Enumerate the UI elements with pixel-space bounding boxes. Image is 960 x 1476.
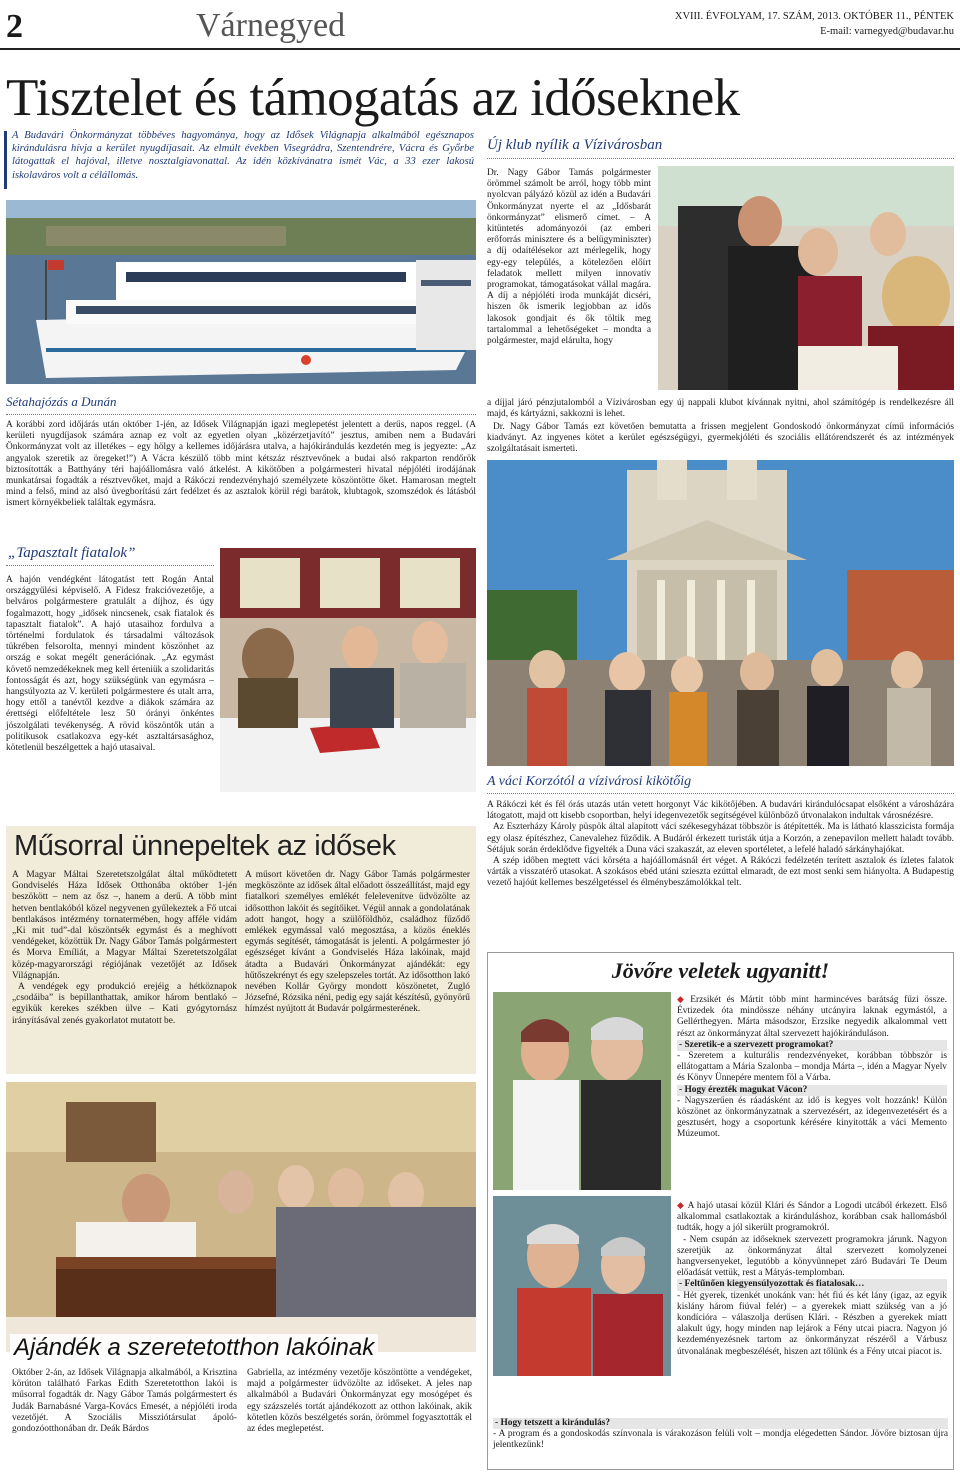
next-year-title: Jövőre veletek ugyanitt! (611, 958, 830, 983)
next-year-block-2 (677, 1200, 947, 1358)
young-text: A hajón vendégként látogatást tett Rogán Antal országgyűlési képviselő. A Fidesz frakcióvezetője, a belváros polgármestere gratulált a díjhoz, és úgy fogalmazott, hogy „idősek nincsenek, csak fiatalok és tapasztalt fiatalok”. A hajó utasaihoz fordulva a történelmi fordulatok és társadalmi változások tükrében felsorolta, mennyi mindent köszönhet az ország e sokat megélt generációnak. „Az egymást követő nemzedékeknek meg kell érteniük a szolidaritás fontosságát és azt, hogy szükségünk van egymásra – hangsúlyozta az V. kerületi polgármestere és utalt arra, hogy ettől a tanévtől kezdve a diákok számára az érettségi előfeltétele lesz 50 órányi önkéntes jószolgálati tevékenység. A rövid köszöntők után a politikusok csatlakozva egy-két asztaltársasághoz, kötetlenül beszélgettek a hajó utasaival. (6, 575, 214, 754)
question-2: - Hogy érezték magukat Vácon? (677, 1085, 947, 1096)
answer-4: - Hét gyerek, tizenkét unokánk van: hét fiú és két lány (igaz, az egyik kislány három fiúval felér) – a gyerekek miatt szükség van a jó kondícióra – válaszolja derűsen Klári. - Részben a gyerekek miatt alakult úgy, hogy minden nap lejárok a Fény utcai piacra. Nagyon jó kezdeményezésnek tartom az önkormányzat részéről a Várbusz útvonalának megbeszélését, hiszen azt tőlünk és a Fény utcai piacot is. (677, 1290, 947, 1357)
program-col2-p1: A műsort követően dr. Nagy Gábor Tamás polgármester megköszönte az idősek által előadott összeállítást, majd egy fiatalkori személyes emlékét felelevenítve üdvözölte az idősotthon lakóit és segítőiket. Végül annak a gondolatának adott hangot, hogy a szülőföldhöz, családhoz fűződő emlékek egymással való megosztása, a közös éneklés egymás segítését, támogatását is jelenti. A polgármester jó egészséget kívánt a Gondviselés Háza lakóinak, majd átadta a Budavári Önkormányzat ajándékát: egy hűtőszekrényt és egy szelepszeles tortát. Az idősotthon lakó nevében Kollár György mondott köszönetet, Zugló Józsefné, Rózsika néni, pedig egy saját készítésű, gyönyörű hímzést nyújtott át Budavár polgármesterének. (245, 870, 470, 1015)
two-women-photo (493, 992, 671, 1190)
program-col-1 (12, 870, 237, 1027)
question-3: - Feltűnően kiegyensúlyozottak és fiatalosak… (677, 1279, 947, 1290)
next-year-block-1 (677, 994, 947, 1141)
club-text-wide: a díjjal járó pénzjutalomból a Vízivárosban egy új nappali klubot kívánnak nyitni, ahol számítógép is rendelkezésre áll majd, és kártyázni, sakkozni is lehet. (487, 398, 954, 420)
lead-paragraph: A Budavári Önkormányzat többéves hagyománya, hogy az Idősek Világnapja alkalmából egésznapos kirándulásra hívja a kerület nyugdíjasait. Az elmúlt években Visegrádra, Szentendrére, Vácra és Győrbe látogattak el hajóval, illetve nosztalgiavonattal. Az idén közkívánatra ismét Vác, a 33 ezer lakosú iskolaváros volt a célállomás. (12, 130, 474, 181)
ship-caption: Sétahajózás a Dunán (6, 394, 476, 415)
vac-caption: A váci Korzótól a vízivárosi kikötőig (487, 774, 954, 794)
cake-photo (6, 1082, 476, 1352)
gift-col-1: Október 2-án, az Idősek Világnapja alkalmából, a Krisztina körúton található Farkas Edith Szeretetotthon lakói is műsorral fogadták dr. Nagy Gábor Tamás polgármestert és Judák Barnabásné Varga-Kovács Emesét, a népjóléti iroda vezetőjét. A Szociális Missziótársulat ápoló-gondozóotthonában dr. Deák Bárdos (12, 1368, 237, 1435)
program-title: Műsorral ünnepeltek az idősek (14, 830, 396, 862)
vac-text (487, 800, 954, 890)
issue-line: XVIII. ÉVFOLYAM, 17. SZÁM, 2013. OKTÓBER 11., PÉNTEK (674, 11, 954, 22)
program-col-2 (245, 870, 470, 1016)
vac-paragraph-2: Az Eszterházy Károly püspök által alapított váci székesegyházat többször is átépítették. Ma is látható klasszicista formája egy olasz építészhez, Canevalehez fűződik. A Budáról érkezett turisták útja a Korzón, a zenepavilon mellett haladt tovább. Sétájuk során érdeklődve figyelték a Duna váci szakaszát, az eleven sportéletet, a lefelé haladó sárkányhajókat. (487, 822, 954, 855)
boat-interior-photo (220, 548, 476, 792)
answer-2: - Nagyszerűen és ráadásként az idő is kegyes volt hozzánk! Külön köszönet az önkormányzatnak a szervezésért, az idegenvezetésért és a gesztusért, hogy a csoportunk kérésére kinyitották a váci Memento Múzeumot. (677, 1095, 947, 1140)
email: E-mail: varnegyed@budavar.hu (820, 26, 954, 37)
club-text-wide-2: Dr. Nagy Gábor Tamás ezt követően bemutatta a frissen megjelent Gondoskodó önkormányzat című információs kiadványt. Az ingyenes kötet a kerület egészségügyi, gyermekjóléti és szociális ellátórendszerét és az intézmények szolgáltatásait ismerteti. (487, 422, 954, 455)
ship-photo (6, 200, 476, 384)
cathedral-photo (487, 460, 954, 766)
gift-title: Ajándék a szeretetotthon lakóinak (10, 1334, 378, 1362)
answer-3: - Nem csupán az időseknek szervezett programokra járunk. Nagyon szeretjük az önkormányzat által szervezett komolyzenei hangversenyeket, legutóbb a könyvünnepet záró Budavári Te Deum előadását vettük, rest a Mátyás-templomban. (677, 1234, 947, 1279)
program-col1-p1: A Magyar Máltai Szeretetszolgálat által működtetett Gondviselés Háza Idősek Otthonába október 1-jén beszökött – nem az ősz –, hanem a derű. A több mint hetven bentlakóból közel negyvenen gyűlekeztek a Fő utcai bentlakásos intézmény tornatermében, hogy afféle vidám „Ki mit tud”-dal köszöntsék egymást és a meghívott vendégeket, közöttük Dr. Nagy Gábor Tamás polgármestert és Morva Emíliát, a Magyar Máltai Szeretetszolgálat közép-magyarországi régiójának vezetőjét az Idősek Világnapján. (12, 870, 237, 981)
answer-1: - Szeretem a kulturális rendezvényeket, korábban többször is ellátogattam a Mária Szalonba – mondja Márta –, idén a Magyar Nyelv és Könyv Ünnepére mentem föl a Várba. (677, 1051, 947, 1084)
vac-paragraph-3: A szép időben megtett váci körséta a hajóállomásnál ért véget. A Rákóczi fedélzetén terített asztalok és ízletes falatok várták a visszatérő utasokat. A szokásos ebéd utáni sziesztа ezúttal elmaradt, de ezt most senki sem hiányolta. A Budapestig vezető hajóút kellemes beszélgetéssel és élménybeszámolókkal telt. (487, 856, 954, 889)
paper-name: Várnegyed (196, 7, 346, 44)
gift-col-2: Gabriella, az intézmény vezetője köszöntötte a vendégeket, majd a polgármester üdvözölte az időseket. A jeles nap alkalmából a Budavári Önkormányzat egy mosógépet és egy százszelés tortát ajándékozott az otthon lakóinak, akik kötetlen közös beszélgetés során, örömmel fogyasztották el az édes meglepetést. (247, 1368, 472, 1435)
page-number: 2 (6, 8, 23, 45)
club-title: Új klub nyílik a Vízivárosban (487, 137, 663, 153)
young-title-rule (6, 565, 214, 566)
couple-photo (493, 1196, 671, 1376)
block2-intro: ◆ A hajó utasai közül Klári és Sándor a Logodi utcából érkezett. Első alkalommal csatlakoztak a kiránduláshoz, korábban csak hallomásból tudták, hogy a jól sikerült programokról. (677, 1200, 947, 1234)
mayor-photo (658, 166, 954, 390)
diamond-icon: ◆ (677, 994, 688, 1004)
vac-paragraph-1: A Rákóczi két és fél órás utazás után vetett horgonyt Vác kikötőjében. A budavári kirándulócsapat elsőként a városházára látogatott, majd ott kisebb csoportban, helyi idegenvezetők segítségével különböző útvonalakon indultak városnézésre. (487, 800, 954, 822)
answer-5: - A program és a gondoskodás színvonala is várakozáson felüli volt – mondja elégedetten Sándor. Jövőre biztosan újra jelentkezünk! (493, 1429, 948, 1451)
diamond-icon-2: ◆ (677, 1200, 685, 1210)
program-col1-p2: A vendégek egy produkció erejéig a hétköznapok „csodáiba” is bepillanthattak, amikor három bentlakó – egyikük kerekes székben ülve – Kati gyógytornász irányításával zenés gyakorlatot mutatott be. (12, 982, 237, 1026)
young-title: „Tapasztalt fiatalok” (8, 545, 136, 561)
block1-intro: ◆ Erzsikét és Mártit több mint harmincéves barátság fűzi össze. Évtizedek óta mindössze néhány utcányira laknak egymástól, a Gellérthegyen. Márta másodszor, Erzsike negyedik alkalommal vett részt az önkormányzat által szervezett hajókiránduláson. (677, 994, 947, 1039)
header-rule (0, 48, 960, 50)
club-text-narrow: Dr. Nagy Gábor Tamás polgármester örömmel számolt be arról, hogy több mint nyolcvan pályázó közül az idén a Budavári Önkormányzat nyerte el az „Idősbarát önkormányzat” elismerő címet. – A kitüntetés adományozói (az emberi erőforrás minisztere és a belügyminiszter) a díj odaítélésekor azt mérlegelik, hogy egy-egy település, a kötelezően előírt feladatok mellett milyen innovatív programokat, támogatásokat vállal magára. A díj a népjóléti iroda munkáját dicséri, hiszen ők ismerik legjobban az idős lakosok gondjait és ők töltik meg tartalommal a lehetőségeket – mondta a polgármester, majd elárulta, hogy (487, 168, 651, 347)
question-4: - Hogy tetszett a kirándulás? (493, 1418, 948, 1429)
question-1: - Szeretik-e a szervezett programokat? (677, 1040, 947, 1051)
main-headline: Tisztelet és támogatás az időseknek (6, 69, 740, 127)
club-title-rule (487, 158, 954, 159)
ship-text: A korábbi zord időjárás után október 1-jén, az Idősek Világnapján igazi meglepetést jelentett a derűs, napos reggel. (A kerületi nyugdíjasok számára aznap ez volt az egyetlen olyan „közérzetjavító” jesztus, amiben nem a Budavári Önkormányzat volt az illetékes – egy hölgy a kellemes időjárásra utalva, a hajókirándulás kezdetén meg is jegyezte: „Az angyalok szeretik az öregeket!”) A Vácra készülő több mint kétszáz résztvevőnek a budai alsó rakparton rendőrök biztosították a Batthyány téri hajóállomásra való átkelést. A kikötőben a polgármesteri hivatal népjóléti irodájának munkatársai fogadták a résztvevőket, majd a Rákóczi rendezvényhajó személyzete köszöntötte őket. Hamarosan megtelt mind a felső, mind az alsó üvegborítású zárt fedélzet és az asztalok körül régi barátok, klubtagok, szomszédok és látásból ismert környékbeliek találtak egymásra. (6, 420, 476, 509)
lead-bar (4, 131, 7, 189)
next-year-bottom (493, 1418, 948, 1452)
